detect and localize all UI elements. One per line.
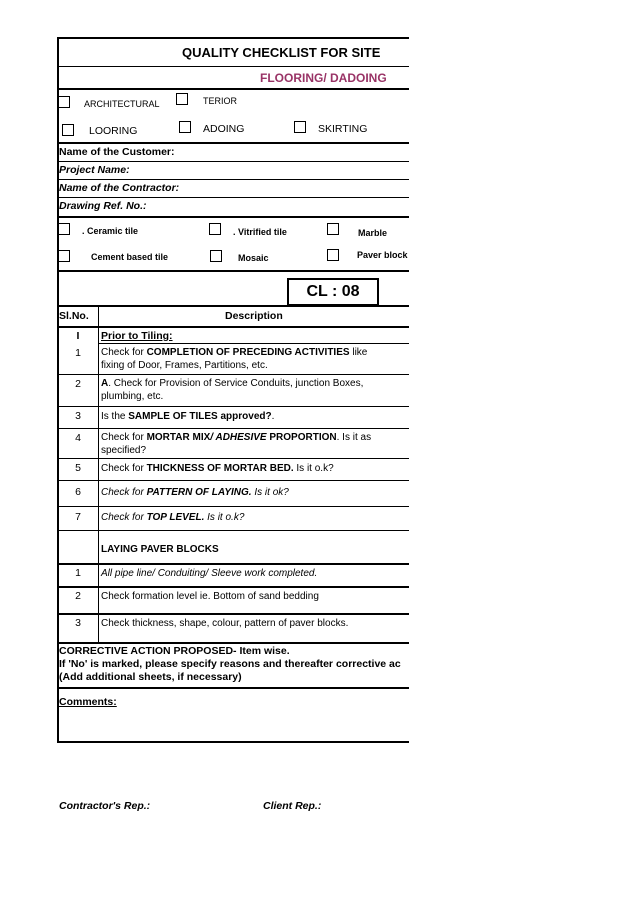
checklist-item bbox=[101, 511, 406, 524]
divider bbox=[57, 197, 409, 198]
item-text-bold: THICKNESS OF MORTAR BED. bbox=[146, 463, 294, 474]
item-number: 3 bbox=[75, 617, 81, 629]
flooring-label: LOORING bbox=[89, 125, 138, 137]
skirting-checkbox[interactable] bbox=[294, 121, 306, 133]
divider bbox=[57, 506, 409, 507]
section-title: LAYING PAVER BLOCKS bbox=[101, 544, 219, 555]
corrective-action-title: CORRECTIVE ACTION PROPOSED- Item wise. bbox=[59, 645, 290, 657]
divider bbox=[57, 613, 409, 615]
vitrified-tile-checkbox[interactable] bbox=[209, 223, 221, 235]
section-number: I bbox=[76, 330, 80, 342]
item-text-bold: PROPORTION bbox=[266, 432, 337, 443]
divider bbox=[57, 687, 409, 689]
bottom-border bbox=[57, 741, 409, 743]
item-text: Is it ok? bbox=[251, 487, 289, 498]
checklist-item bbox=[101, 462, 406, 475]
item-text: . Check for Provision of Service Conduits, junction Boxes, bbox=[108, 378, 364, 389]
architectural-checkbox[interactable] bbox=[58, 96, 70, 108]
mosaic-checkbox[interactable] bbox=[210, 250, 222, 262]
project-name-label: Project Name: bbox=[59, 164, 130, 176]
section-title: Prior to Tiling: bbox=[101, 330, 173, 342]
divider bbox=[57, 88, 409, 90]
corrective-action-instructions: If 'No' is marked, please specify reasons and thereafter corrective ac bbox=[59, 658, 401, 670]
checklist-item: Check formation level ie. Bottom of sand bedding bbox=[101, 591, 319, 602]
divider bbox=[57, 179, 409, 180]
divider bbox=[57, 326, 409, 328]
column-divider bbox=[98, 306, 99, 643]
cement-tile-checkbox[interactable] bbox=[58, 250, 70, 262]
item-text: Check for bbox=[101, 487, 147, 498]
item-text: Is the bbox=[101, 411, 129, 422]
divider bbox=[98, 343, 409, 344]
item-number: 5 bbox=[75, 462, 81, 474]
architectural-label: ARCHITECTURAL bbox=[84, 99, 160, 109]
top-border bbox=[57, 37, 409, 39]
slno-header: Sl.No. bbox=[59, 310, 89, 322]
checklist-item: Check thickness, shape, colour, pattern of paver blocks. bbox=[101, 618, 349, 629]
item-text: Check for bbox=[101, 463, 147, 474]
divider bbox=[57, 142, 409, 144]
item-text-bold: COMPLETION OF PRECEDING ACTIVITIES bbox=[146, 347, 350, 358]
dadoing-label: ADOING bbox=[203, 123, 245, 135]
divider bbox=[57, 458, 409, 459]
item-text-line2: fixing of Door, Frames, Partitions, etc. bbox=[101, 360, 268, 371]
checklist-item bbox=[101, 346, 406, 372]
item-text: . bbox=[271, 411, 275, 422]
divider bbox=[57, 563, 409, 565]
item-number: 6 bbox=[75, 486, 81, 498]
divider bbox=[57, 530, 409, 531]
item-text-bold: PATTERN OF LAYING. bbox=[146, 487, 252, 498]
item-number: 7 bbox=[75, 511, 81, 523]
divider bbox=[57, 161, 409, 162]
ceramic-tile-label: . Ceramic tile bbox=[82, 226, 139, 236]
item-text-bold: A bbox=[101, 378, 109, 389]
paver-block-checkbox[interactable] bbox=[327, 249, 339, 261]
page-title: QUALITY CHECKLIST FOR SITE bbox=[182, 45, 381, 60]
item-text-bold-italic: / ADHESIVE bbox=[210, 432, 267, 443]
interior-checkbox[interactable] bbox=[176, 93, 188, 105]
interior-label: TERIOR bbox=[203, 96, 238, 106]
item-text: Check for bbox=[101, 512, 147, 523]
item-text-bold: TOP LEVEL. bbox=[146, 512, 205, 523]
contractor-name-label: Name of the Contractor: bbox=[59, 182, 180, 194]
corrective-action-note: (Add additional sheets, if necessary) bbox=[59, 671, 242, 683]
client-rep-label: Client Rep.: bbox=[263, 800, 322, 812]
item-number: 2 bbox=[75, 590, 81, 602]
checklist-item bbox=[101, 431, 406, 457]
checklist-item bbox=[101, 486, 406, 499]
divider bbox=[57, 480, 409, 481]
checklist-code-badge: CL : 08 bbox=[287, 278, 379, 306]
divider bbox=[57, 374, 409, 375]
divider bbox=[57, 586, 409, 588]
checklist-item bbox=[101, 377, 406, 403]
checklist-item bbox=[101, 410, 406, 423]
checklist-item: All pipe line/ Conduiting/ Sleeve work completed. bbox=[101, 568, 318, 579]
marble-checkbox[interactable] bbox=[327, 223, 339, 235]
divider bbox=[57, 305, 409, 307]
divider bbox=[57, 216, 409, 218]
customer-name-label: Name of the Customer: bbox=[59, 146, 175, 158]
vitrified-tile-label: . Vitrified tile bbox=[233, 227, 287, 237]
item-number: 1 bbox=[75, 347, 81, 359]
dadoing-checkbox[interactable] bbox=[179, 121, 191, 133]
page-subtitle: FLOORING/ DADOING bbox=[260, 71, 387, 85]
comments-label: Comments: bbox=[59, 696, 117, 708]
item-text: Is it o.k? bbox=[293, 463, 334, 474]
item-number: 1 bbox=[75, 567, 81, 579]
item-text: like bbox=[349, 347, 368, 358]
item-text-line2: plumbing, etc. bbox=[101, 391, 164, 402]
item-text: Is it o.k? bbox=[204, 512, 245, 523]
item-text: Check for bbox=[101, 432, 147, 443]
item-text-bold: SAMPLE OF TILES approved? bbox=[128, 411, 272, 422]
item-text-line2: specified? bbox=[101, 445, 147, 456]
marble-label: Marble bbox=[358, 228, 388, 238]
ceramic-tile-checkbox[interactable] bbox=[58, 223, 70, 235]
divider bbox=[57, 406, 409, 407]
item-number: 4 bbox=[75, 432, 81, 444]
item-text-bold: MORTAR MIX bbox=[146, 432, 211, 443]
item-number: 2 bbox=[75, 378, 81, 390]
paver-block-label: Paver block bbox=[357, 250, 408, 260]
flooring-checkbox[interactable] bbox=[62, 124, 74, 136]
divider bbox=[57, 642, 409, 644]
divider bbox=[57, 66, 409, 67]
description-header: Description bbox=[225, 310, 283, 322]
mosaic-label: Mosaic bbox=[238, 253, 269, 263]
drawing-ref-label: Drawing Ref. No.: bbox=[59, 200, 147, 212]
cement-tile-label: Cement based tile bbox=[91, 252, 169, 262]
item-number: 3 bbox=[75, 410, 81, 422]
contractor-rep-label: Contractor's Rep.: bbox=[59, 800, 151, 812]
skirting-label: SKIRTING bbox=[318, 123, 368, 135]
item-text: Check for bbox=[101, 347, 147, 358]
item-text: . Is it as bbox=[336, 432, 372, 443]
divider bbox=[57, 428, 409, 429]
divider bbox=[57, 270, 409, 272]
